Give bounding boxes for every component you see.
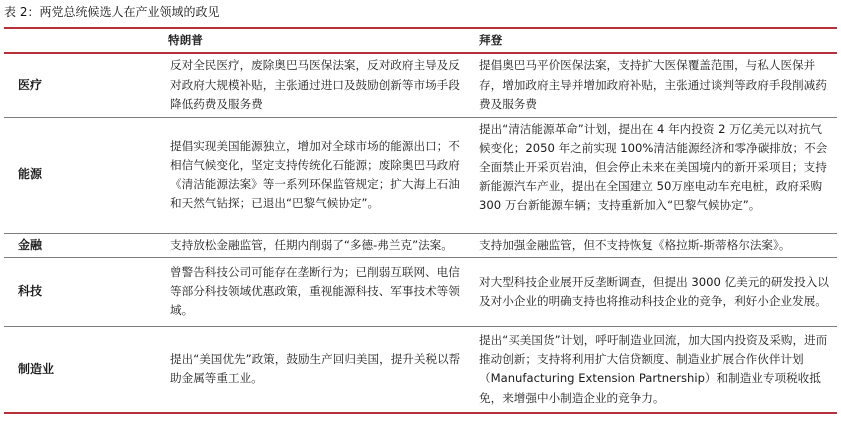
trump-policy-cell: 提倡实现美国能源独立，增加对全球市场的能源出口；不相信气候变化，坚定支持传统化石能源；废除奥巴马政府《清洁能源法案》等一系列环保监管规定；扩大海上石油和天然气钻探；已退出“巴黎气候协定”。 [170, 138, 460, 211]
policy-table [4, 27, 837, 414]
biden-policy-cell: 支持加强金融监管，但不支持恢复《格拉斯-斯蒂格尔法案》。 [479, 237, 791, 252]
trump-policy-cell: 反对全民医疗，废除奥巴马医保法案，反对政府主导及反对政府大规模补贴，主张通过进口及鼓励创新等市场手段降低药费及服务费 [170, 58, 460, 111]
trump-policy-cell: 曾警告科技公司可能存在垄断行为；已削弱互联网、电信等部分科技领域优惠政策，重视能源科技、军事技术等领域。 [170, 264, 460, 318]
biden-policy-cell: 提出“清洁能源革命”计划，提出在 4 年内投资 2 万亿美元以对抗气候变化；2050 年之前实现 100%清洁能源经济和零净碳排放；不会全面禁止开采页岩油，但会停止未来在美国境内的新开采项目；支持新能源汽车产业，提出在全国建立 50万座电动车充电桩，政府采购 300 万台新能源车辆；支持重新加入“巴黎气候协定”。 [479, 121, 828, 213]
row-field-label: 科技 [18, 284, 43, 299]
table-row-medical [4, 53, 837, 117]
table-row-tech [4, 257, 837, 326]
row-field-label: 能源 [18, 167, 43, 182]
table-row-finance [4, 233, 837, 257]
biden-policy-cell: 对大型科技企业展开反垄断调查，但提出 3000 亿美元的研发投入以及对小企业的明确支持也将推动科技企业的竞争，利好小企业发展。 [479, 274, 829, 308]
header-biden: 拜登 [479, 32, 503, 47]
biden-policy-cell: 提出“买美国货”计划，呼吁制造业回流，加大国内投资及采购，进而推动创新；支持将利用扩大信贷额度、制造业扩展合作伙伴计划（Manufacturing Extension Partnership）和制造业专项税收抵免，来增强中小制造企业的竞争力。 [479, 333, 828, 405]
header-trump: 特朗普 [168, 32, 203, 47]
table-header-row [4, 28, 837, 53]
table-row-manufacturing [4, 326, 837, 413]
biden-policy-cell: 提倡奥巴马平价医保法案，支持扩大医保覆盖范围，与私人医保并存，增加政府主导并增加政府补贴，主张通过谈判等政府手段削减药费及服务费 [479, 58, 827, 111]
table-caption: 表 2：两党总统候选人在产业领域的政见 [4, 5, 220, 19]
row-field-label: 医疗 [18, 77, 43, 92]
table-row-energy [4, 117, 837, 233]
row-field-label: 制造业 [18, 361, 55, 376]
row-field-label: 金融 [18, 237, 43, 252]
trump-policy-cell: 支持放松金融监管，任期内削弱了“多德-弗兰克”法案。 [170, 237, 453, 252]
header-field [4, 28, 76, 53]
trump-policy-cell: 提出“美国优先”政策，鼓励生产回归美国，提升关税以帮助金属等重工业。 [170, 352, 461, 386]
